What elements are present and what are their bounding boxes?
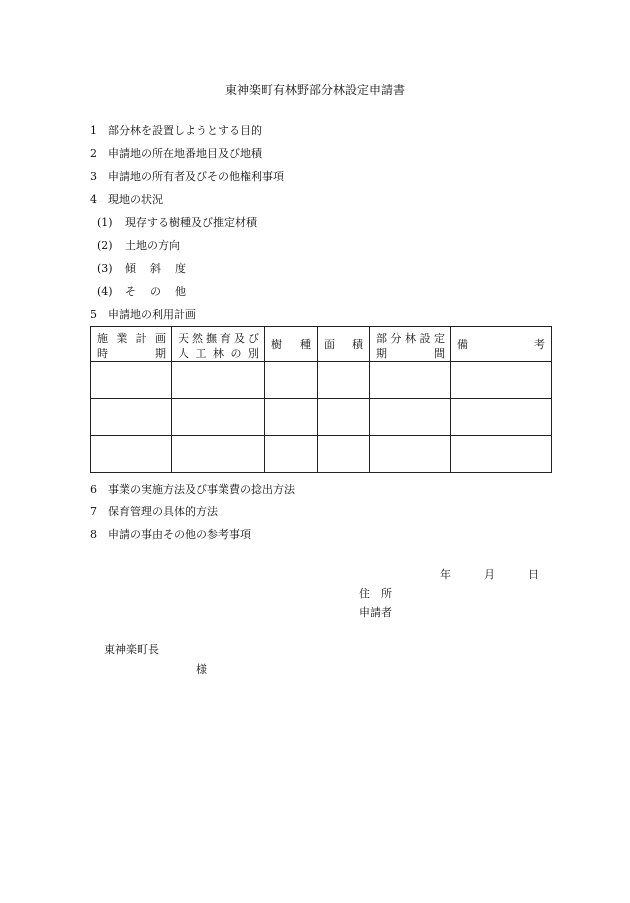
list-item <box>90 503 218 519</box>
sub-item-text: 斜 <box>150 262 161 275</box>
header-char: 人 <box>178 347 189 360</box>
table-header-row <box>91 327 552 362</box>
header-char: 天 <box>178 332 189 345</box>
address-label: 住 所 <box>359 587 392 600</box>
header-char: 計 <box>135 332 147 345</box>
column-header <box>172 327 265 362</box>
column-header <box>91 327 172 362</box>
month-label: 月 <box>484 568 495 581</box>
sub-item-text: そ <box>125 285 136 298</box>
sub-item-number: (3) <box>97 262 113 275</box>
header-char: 林 <box>405 332 416 345</box>
applicant-label: 申請者 <box>359 606 392 619</box>
sub-item-text: 傾 <box>125 262 136 275</box>
sub-item-number: (4) <box>97 285 113 298</box>
header-char: 施 <box>97 332 108 345</box>
item-number: 1 <box>90 124 97 137</box>
document-title: 東神楽町有林野部分林設定申請書 <box>224 83 405 97</box>
item-number: 7 <box>90 505 97 518</box>
item-text: 申請地の利用計画 <box>108 308 196 321</box>
sub-item <box>97 260 186 276</box>
item-text: 申請の事由その他の参考事項 <box>108 528 251 541</box>
day-label: 日 <box>528 568 539 581</box>
year-label: 年 <box>440 568 451 581</box>
item-number: 3 <box>90 170 97 183</box>
recipient-name: 東神楽町長 <box>104 643 159 656</box>
date-line <box>440 566 539 582</box>
honorific: 様 <box>196 663 207 676</box>
header-char: 面 <box>324 338 335 351</box>
header-char: 分 <box>390 332 402 345</box>
header-char: の <box>230 347 242 360</box>
item-text: 現地の状況 <box>108 193 163 206</box>
list-item <box>90 481 295 497</box>
sub-item-text: の <box>150 285 161 298</box>
item-number: 2 <box>90 147 97 160</box>
header-char: 工 <box>195 347 207 360</box>
header-char: 然 <box>192 332 203 345</box>
list-item <box>90 306 196 322</box>
item-number: 5 <box>90 308 97 321</box>
list-item <box>90 145 262 161</box>
header-char: 期 <box>155 347 166 360</box>
item-text: 保育管理の具体的方法 <box>108 505 218 518</box>
header-char: 期 <box>376 347 387 360</box>
column-header <box>451 327 552 362</box>
item-number: 4 <box>90 193 97 206</box>
sub-item-text: 度 <box>175 262 186 275</box>
list-item <box>90 191 163 207</box>
table-row <box>91 399 552 436</box>
item-number: 6 <box>90 483 97 496</box>
table-row <box>91 362 552 399</box>
header-char: 定 <box>434 332 445 345</box>
item-text: 申請地の所在地番地目及び地積 <box>108 147 262 160</box>
header-char: 備 <box>457 338 468 351</box>
header-char: 間 <box>434 347 445 360</box>
sub-item-text: 土地の方向 <box>125 239 180 252</box>
list-item <box>90 526 251 542</box>
header-char: 考 <box>534 338 545 351</box>
header-char: 別 <box>248 347 259 360</box>
header-char: 及 <box>234 332 245 345</box>
column-header <box>265 327 318 362</box>
list-item <box>90 168 284 184</box>
sub-item <box>97 283 186 299</box>
sub-item-text: 現存する樹種及び推定材積 <box>125 216 257 229</box>
header-char: 画 <box>154 332 166 345</box>
header-char: 樹 <box>271 338 282 351</box>
header-char: 撫 <box>206 332 217 345</box>
column-header <box>370 327 451 362</box>
item-number: 8 <box>90 528 97 541</box>
item-text: 部分林を設置しようとする目的 <box>108 124 262 137</box>
header-char: び <box>248 332 259 345</box>
item-text: 事業の実施方法及び事業費の捻出方法 <box>108 483 295 496</box>
header-char: 積 <box>352 338 363 351</box>
sub-item <box>97 214 257 230</box>
header-char: 林 <box>213 347 224 360</box>
header-char: 業 <box>116 332 128 345</box>
header-char: 設 <box>419 332 431 345</box>
item-text: 申請地の所有者及びその他権利事項 <box>108 170 284 183</box>
list-item <box>90 122 262 138</box>
sub-item <box>97 237 180 253</box>
header-char: 育 <box>220 332 231 345</box>
sub-item-text: 他 <box>175 285 186 298</box>
sub-item-number: (2) <box>97 239 113 252</box>
header-char: 種 <box>300 338 311 351</box>
header-char: 時 <box>97 347 108 360</box>
column-header <box>318 327 370 362</box>
sub-item-number: (1) <box>97 216 113 229</box>
usage-plan-table <box>90 326 552 473</box>
header-char: 部 <box>376 332 387 345</box>
table-row <box>91 436 552 473</box>
